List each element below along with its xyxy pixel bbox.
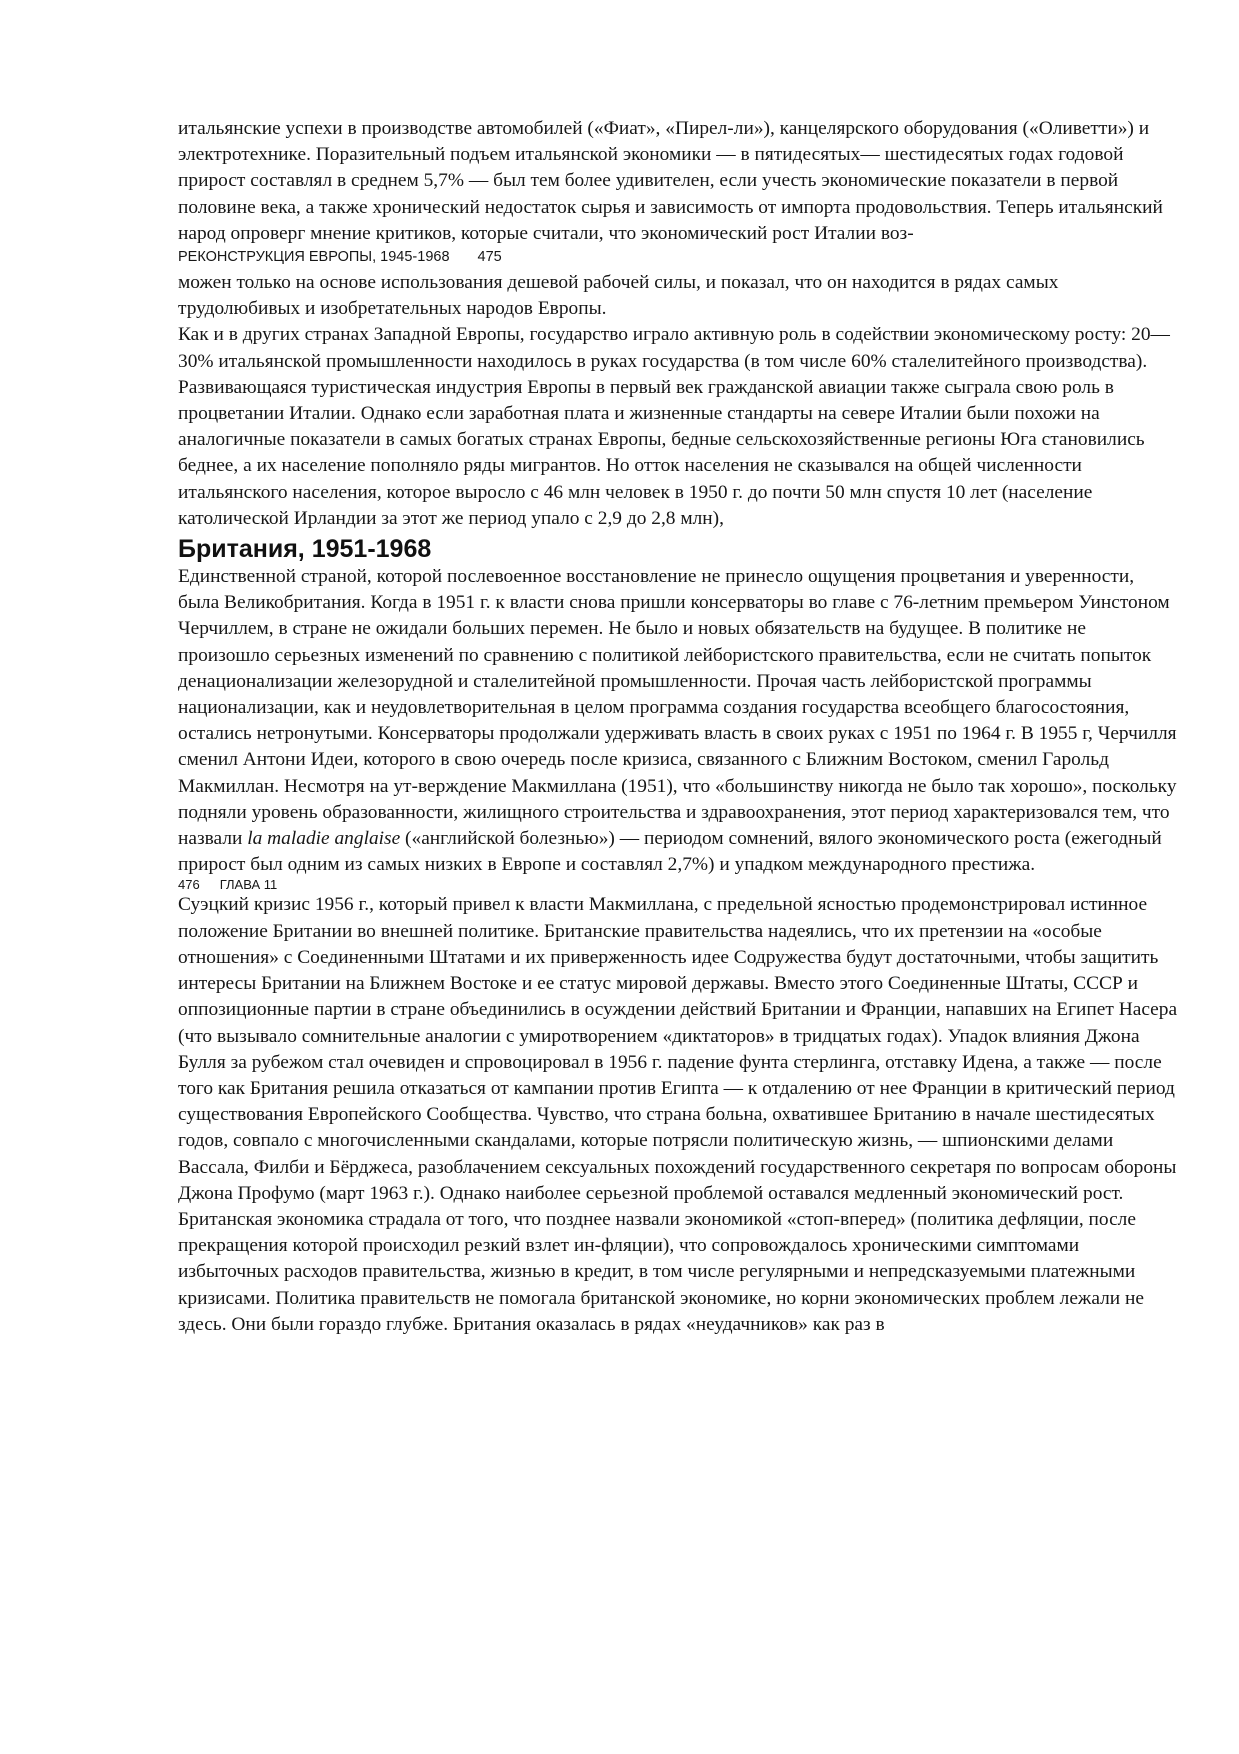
italic-phrase: la maladie anglaise (247, 828, 401, 850)
paragraph-britain-postwar (178, 564, 1178, 878)
running-footer-page-number: 476 (178, 877, 200, 893)
running-footer (178, 878, 1178, 892)
running-header-title: РЕКОНСТРУКЦИЯ ЕВРОПЫ, 1945-1968 (178, 249, 450, 266)
document-page (178, 116, 1178, 1338)
paragraph-suez-crisis: Суэцкий кризис 1956 г., который привел к власти Макмиллана, с предельной ясностью продемонстрировал истинное положение Британии во внешней политике. Британские правительства надеялись, что их претензии на «особые отношения» с Соединенными Штатами и их приверженность идее Содружества будут достаточными, чтобы защитить интересы Британии на Ближнем Востоке и ее статус мировой державы. Вместо этого Соединенные Штаты, СССР и оппозиционные партии в стране объединились в осуждении действий Британии и Франции, напавших на Египет Насера (что вызывало сомнительные аналогии с умиротворением «диктаторов» в тридцатых годах). Упадок влияния Джона Булля за рубежом стал очевиден и спровоцировал в 1956 г. падение фунта стерлинга, отставку Идена, а также — после того как Британия решила отказаться от кампании против Египта — к отдалению от нее Франции в критический период существования Европейского Сообщества. Чувство, что страна больна, охватившее Британию в начале шестидесятых годов, совпало с многочисленными скандалами, которые потрясли политическую жизнь, — шпионскими делами Вассала, Филби и Бёрджеса, разоблачением сексуальных похождений государственного секретаря по вопросам обороны Джона Профумо (март 1963 г.). Однако наиболее серьезной проблемой оставался медленный экономический рост. Британская экономика страдала от того, что позднее назвали экономикой «стоп-вперед» (политика дефляции, после прекращения которой происходил резкий взлет ин-фляции), что сопровождалось хроническими симптомами избыточных расходов правительства, жизнью в кредит, в том числе регулярными и непредсказуемыми платежными кризисами. Политика правительств не помогала британской экономике, но корни экономических проблем лежали не здесь. Они были гораздо глубже. Британия оказалась в рядах «неудачников» как раз в (178, 894, 1178, 1335)
running-footer-chapter: ГЛАВА 11 (219, 877, 278, 893)
paragraph-state-role: Как и в других странах Западной Европы, государство играло активную роль в содействии экономическому росту: 20—30% итальянской промышленности находилось в руках государства (в том числе 60% сталелитейного производства). Развивающаяся туристическая индустрия Европы в первый век гражданской авиации также сыграла свою роль в процветании Италии. Однако если заработная плата и жизненные стандарты на севере Италии были похожи на аналогичные показатели в самых богатых странах Европы, бедные сельскохозяйственные регионы Юга становились беднее, а их население пополняло ряды мигрантов. Но отток населения не сказывался на общей численности итальянского населения, которое выросло с 46 млн человек в 1950 г. до почти 50 млн спустя 10 лет (население католической Ирландии за этот же период упало с 2,9 до 2,8 млн), (178, 324, 1170, 529)
paragraph-italy-economy: итальянские успехи в производстве автомобилей («Фиат», «Пирел-ли»), канцелярского оборудования («Оливетти») и электротехнике. Поразительный подъем итальянской экономики — в пятидесятых— шестидесятых годах годовой прирост составлял в среднем 5,7% — был тем более удивителен, если учесть экономические показатели в первой половине века, а также хронический недостаток сырья и зависимость от импорта продовольствия. Теперь итальянский народ опроверг мнение критиков, которые считали, что экономический рост Италии воз- (178, 118, 1163, 244)
paragraph-britain-postwar-start: Единственной страной, которой послевоенное восстановление не принесло ощущения процветания и уверенности, была Великобритания. Когда в 1951 г. к власти снова пришли консерваторы во главе с 76-летним премьером Уинстоном Черчиллем, в стране не ожидали больших перемен. Не было и новых обязательств на будущее. В политике не произошло серьезных изменений по сравнению с политикой лейбористского правительства, если не считать попыток денационализации железорудной и сталелитейной промышленности. Прочая часть лейбористской программы национализации, как и неудовлетворительная в целом программа создания государства всеобщего благосостояния, остались нетронутыми. Консерваторы продолжали удерживать власть в своих руках с 1951 по 1964 г. В 1955 г, Черчилля сменил Антони Идеи, которого в свою очередь после кризиса, связанного с Ближним Востоком, сменил Гарольд Макмиллан. Несмотря на ут-верждение Макмиллана (1951), что «большинству никогда не было так хорошо», поскольку подняли уровень образованности, жилищного строительства и здравоохранения, этот период характеризовался тем, что назвали (178, 566, 1177, 850)
paragraph-italy-continued: можен только на основе использования дешевой рабочей силы, и показал, что он находится в рядах самых трудолюбивых и изобретательных народов Европы. (178, 272, 1059, 320)
paragraph-britain-postwar-end: («английской болезнью») — периодом сомнений, вялого экономического роста (ежегодный прирост был одним из самых низких в Европе и составлял 2,7%) и упадком международного престижа. (178, 828, 1162, 876)
running-header (178, 248, 1178, 267)
section-heading: Британия, 1951-1968 (178, 535, 432, 564)
running-header-page-number: 475 (477, 249, 502, 266)
